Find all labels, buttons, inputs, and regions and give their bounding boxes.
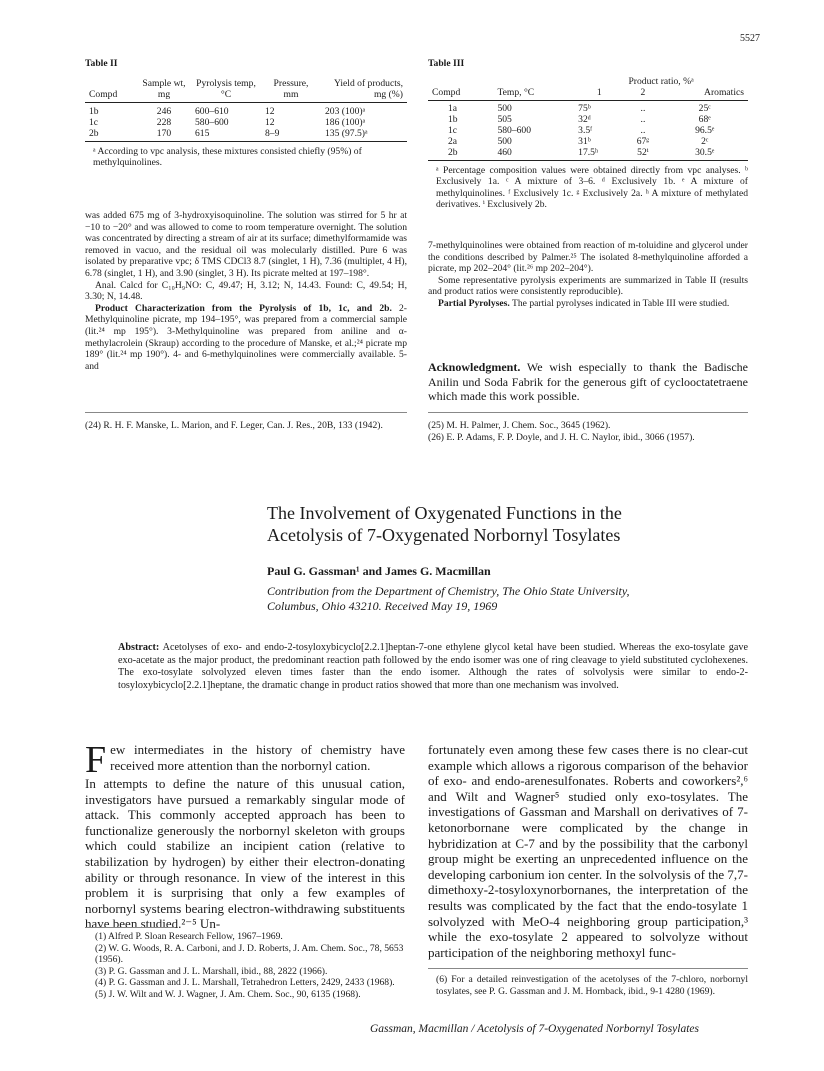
footnote-2: (2) W. G. Woods, R. A. Carboni, and J. D. Roberts, J. Am. Chem. Soc., 78, 5653 (1956). [95, 942, 404, 966]
page-number: 5527 [740, 33, 760, 44]
acknowledgment [428, 360, 748, 404]
abstract-text: Acetolyses of exo- and endo-2-tosyloxybicyclo[2.2.1]heptan-7-one ethylene glycol ketal have been studied. Whereas the exo-tosylate gave exo-acetate as the major product, the predominant reaction path followed by the endo isomer was one of ring cleavage to yield substituted cyclohexenes. The exo-tosylate solvolyzed eleven times faster than the endo isomer. Although the rates of solvolysis were similar to endo-2-tosyloxybicyclo[2.2.1]heptane, the dramatic change in product ratios showed that more than one mechanism was involved. [118, 642, 749, 691]
t3-r2-c4: 96.5ᵉ [695, 124, 715, 136]
t2-head-0: Compd [89, 88, 118, 100]
footnote-26: (26) E. P. Adams, F. P. Doyle, and J. H. C. Naylor, ibid., 3066 (1957). [428, 431, 695, 443]
footnote-1: (1) Alfred P. Sloan Research Fellow, 1967–1969. [95, 931, 283, 942]
footnote-6: (6) For a detailed reinvestigation of the acetolyses of the 7-chloro, norbornyl tosylates, see P. G. Gassman and J. M. Hornback, ibid., 9-1 4280 (1969). [436, 974, 748, 997]
left-top-anal: Anal. Calcd for C₁₀H₉NO: C, 49.47; H, 3.12; N, 14.43. Found: C, 49.54; H, 3.30; N, 14.48. [85, 279, 407, 303]
t3-r1-c0: 1b [448, 113, 458, 125]
t3-r3-c2: 31ᵇ [578, 135, 591, 147]
body-left-column [85, 739, 405, 932]
product-text: 2-Methylquinoline picrate, mp 194–195°, was prepared from a commercial sample (lit.²⁴ mp 195°). 3-Methylquinoline was prepared from aniline and α-methylacrolein (Skraup) according to the procedure of Manske, et al.;²⁴ picrate mp 189° (lit.²⁴ mp 190°). 4- and 6-methylquinolines were commercially available. 5- and [85, 302, 407, 372]
body-left-first: ew intermediates in the history of chemistry have received more attention than the norbornyl cation. [110, 742, 405, 773]
affiliation [267, 584, 757, 614]
left-top-para1: was added 675 mg of 3-hydroxyisoquinoline. The solution was stirred for 5 hr at −10 to −20° and was allowed to come to room temperature overnight. The solution was concentrated by directing a stream of air at its surface; dimethylformamide was removed in vacuo, and the residual oil was molecularly distilled. Pure 6 was isolated by preparative vpc; δ TMS CDCl3 8.7 (singlet, 1 H), 7.36 (multiplet, 4 H), 6.78 (singlet, 1 H), and 3.90 (singlet, 3 H). Its picrate melted at 197–198°. [85, 210, 407, 279]
t2-r2-c3: 8–9 [265, 127, 280, 139]
affiliation-line-2: Columbus, Ohio 43210. Received May 19, 1969 [267, 599, 498, 613]
t3-r0-c0: 1a [448, 102, 458, 114]
right-top-footnotes [428, 420, 748, 443]
t2-r1-c3: 12 [265, 116, 275, 128]
table-2 [85, 58, 415, 169]
bottom-left-footnote-rule [85, 927, 175, 928]
t3-r0-c2: 75ᵇ [578, 102, 591, 114]
t3-head-3: 2 [640, 86, 646, 98]
left-top-text [85, 210, 407, 372]
t3-r1-c1: 505 [497, 113, 512, 125]
t3-r3-c0: 2a [448, 135, 458, 147]
affiliation-line-1: Contribution from the Department of Chemistry, The Ohio State University, [267, 584, 630, 598]
partial-text: The partial pyrolyses indicated in Table III were studied. [512, 297, 730, 309]
t2-r0-c0: 1b [89, 105, 99, 117]
t3-r4-c2: 17.5ʰ [578, 146, 599, 158]
table-2-grid [85, 78, 407, 142]
t3-head-0: Compd [432, 86, 461, 98]
abstract-label: Abstract: [118, 642, 160, 653]
t3-r0-c1: 500 [497, 102, 512, 114]
t3-r3-c1: 500 [497, 135, 512, 147]
t2-r1-c0: 1c [89, 116, 99, 128]
t3-r1-c4: 68ᵉ [698, 113, 711, 125]
right-top-text [428, 240, 748, 310]
t3-r3-c3: 67ᵍ [636, 135, 650, 147]
ack-heading: Acknowledgment. [428, 360, 521, 374]
t3-r2-c3: .. [640, 124, 646, 136]
t2-r2-c0: 2b [89, 127, 99, 139]
running-footer: Gassman, Macmillan / Acetolysis of 7-Oxygenated Norbornyl Tosylates [370, 1023, 699, 1035]
t3-head-2: 1 [596, 86, 602, 98]
right-top-para2: Some representative pyrolysis experiments are summarized in Table II (results and product ratios were consistently reproducible). [428, 274, 748, 298]
t3-r4-c0: 2b [448, 146, 458, 158]
footnote-4: (4) P. G. Gassman and J. L. Marshall, Tetrahedron Letters, 2429, 2433 (1968). [95, 977, 395, 989]
t2-r2-c2: 615 [195, 127, 210, 139]
t2-r0-c3: 12 [265, 105, 275, 117]
table-2-footnote: ᵃ According to vpc analysis, these mixtures consisted chiefly (95%) of methylquinolines. [93, 145, 362, 169]
t3-r2-c1: 580–600 [497, 124, 532, 136]
right-footnote-rule [428, 412, 748, 413]
t2-r1-c2: 580–600 [195, 116, 229, 128]
authors: Paul G. Gassman¹ and James G. Macmillan [267, 564, 491, 578]
t2-r2-c4: 135 (97.5)ᵃ [325, 127, 368, 139]
t2-head-4: Yield of products, mg (%) [333, 77, 403, 100]
t2-head-3: Pressure, mm [273, 77, 309, 100]
t2-r0-c2: 600–610 [195, 105, 229, 117]
t2-r1-c1: 228 [156, 116, 172, 128]
table-3-title: Table III [428, 58, 465, 69]
t2-r0-c4: 203 (100)ᵃ [325, 105, 366, 117]
t2-r1-c4: 186 (100)ᵃ [325, 116, 366, 128]
t3-r1-c2: 32ᵈ [578, 113, 591, 125]
bottom-right-footnote-rule [428, 968, 748, 969]
abstract [118, 642, 748, 692]
t3-r3-c4: 2ᶜ [701, 135, 709, 147]
t3-r1-c3: .. [640, 113, 646, 125]
dropcap: F [85, 739, 107, 781]
t3-r2-c2: 3.5ᶠ [578, 124, 593, 136]
t3-head-4: Aromatics [704, 86, 744, 98]
bottom-left-footnotes [85, 931, 407, 1001]
article-title [267, 502, 747, 546]
partial-heading: Partial Pyrolyses. [438, 297, 510, 309]
product-heading: Product Characterization from the Pyrolysis of 1b, 1c, and 2b. [95, 302, 392, 314]
right-top-para1: 7-methylquinolines were obtained from reaction of m-toluidine and glycerol under the conditions described by Palmer.²⁵ The isolated 8-methylquinoline afforded a picrate, mp 202–204° (lit.²⁶ mp 202–204°). [428, 240, 748, 275]
table-3 [428, 58, 748, 211]
footnote-3: (3) P. G. Gassman and J. L. Marshall, ibid., 88, 2822 (1966). [95, 965, 328, 977]
t3-group-header: Product ratio, %ᵃ [628, 75, 694, 87]
body-right-column: fortunately even among these few cases there is no clear-cut example which allows a rigorous comparison of the behavior of exo- and endo-arenesulfonates. Roberts and coworkers²,⁶ and Wilt and Wagner⁵ studied only exo-tosylates. The investigations of Gassman and Marshall on derivatives of 7-ketonorbornane were complicated by the change in hybridization at C-7 and by the possibility that the carbonyl group might be exerting an unprecedented influence on the developing carbonium ion center. In the solvolysis of the 7,7-dimethoxy-2-tosyloxynorbornanes, the interpretation of the results was complicated by the fact that the endo-tosylate 1 solvolyzed with MeO-4 neighboring group participation,³ while the exo-tosylate 2 appeared to solvolyze without participation of the neighboring methoxyl func- [428, 742, 748, 960]
title-line-1: The Involvement of Oxygenated Functions in the [267, 503, 622, 523]
table-2-title: Table II [85, 58, 118, 69]
t3-head-1: Temp, °C [497, 86, 535, 98]
t3-r0-c3: .. [640, 102, 646, 114]
left-footnote-rule [85, 412, 407, 413]
table-3-footnote: ᵃ Percentage composition values were obtained directly from vpc analyses. ᵇ Exclusively 1a. ᶜ A mixture of 3–6. ᵈ Exclusively 1b. ᵉ A mixture of methylquinolines. ᶠ Exclusively 1c. ᵍ Exclusively 2a. ʰ A mixture of methylated derivatives. ⁱ Exclusively 2b. [436, 164, 748, 211]
body-left-rest: In attempts to define the nature of this unusual cation, investigators have pursued a remarkably singular mode of attack. This commonly accepted approach has been to functionalize generously the norbornyl skeleton with groups which could stabilize an incipient cation (relative to stabilization by hydrogen) by either their electron-donating ability or through resonance. In view of the interest in this problem it is surprising that only a few examples of norbornyl systems bearing electron-withdrawing substituents have been studied.²⁻⁵ Un- [85, 776, 405, 932]
footnote-25: (25) M. H. Palmer, J. Chem. Soc., 3645 (1962). [428, 420, 611, 431]
t3-r4-c1: 460 [497, 146, 512, 158]
footnote-24: (24) R. H. F. Manske, L. Marion, and F. Leger, Can. J. Res., 20B, 133 (1942). [85, 420, 383, 431]
title-line-2: Acetolysis of 7-Oxygenated Norbornyl Tosylates [267, 525, 621, 545]
t3-r4-c3: 52ⁱ [637, 146, 649, 158]
t2-r2-c1: 170 [156, 127, 172, 139]
t3-r2-c0: 1c [448, 124, 458, 136]
t2-head-1: Sample wt, mg [142, 77, 186, 100]
t2-r0-c1: 246 [156, 105, 172, 117]
footnote-5: (5) J. W. Wilt and W. J. Wagner, J. Am. Chem. Soc., 90, 6135 (1968). [95, 988, 361, 1000]
t3-r4-c4: 30.5ᵉ [695, 146, 715, 158]
t2-head-2: Pyrolysis temp, °C [196, 77, 256, 100]
ack-text: We wish especially to thank the Badische Anilin und Soda Fabrik for the generous gift of cyclooctatetraene which made this work possible. [428, 360, 748, 403]
t3-r0-c4: 25ᶜ [698, 102, 711, 114]
table-3-grid [428, 76, 748, 161]
